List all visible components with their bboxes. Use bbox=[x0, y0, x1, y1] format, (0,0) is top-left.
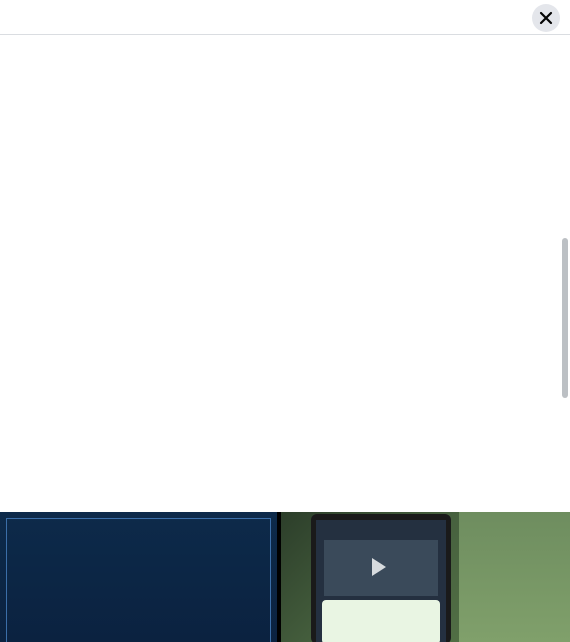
image-background bbox=[459, 512, 570, 642]
phone-screenshot bbox=[311, 514, 451, 642]
dialog-header bbox=[0, 0, 570, 35]
play-icon bbox=[372, 558, 386, 576]
close-button[interactable] bbox=[532, 4, 560, 32]
phone-screen bbox=[316, 520, 446, 642]
post-media[interactable] bbox=[0, 512, 570, 642]
post-text bbox=[0, 34, 556, 512]
post-image-statement[interactable] bbox=[0, 512, 277, 642]
video-thumbnail bbox=[324, 540, 438, 596]
post-image-news[interactable] bbox=[281, 512, 570, 642]
news-card-text bbox=[322, 600, 440, 642]
scrollbar[interactable] bbox=[562, 238, 568, 398]
close-icon bbox=[539, 11, 553, 25]
image-frame bbox=[6, 518, 271, 642]
